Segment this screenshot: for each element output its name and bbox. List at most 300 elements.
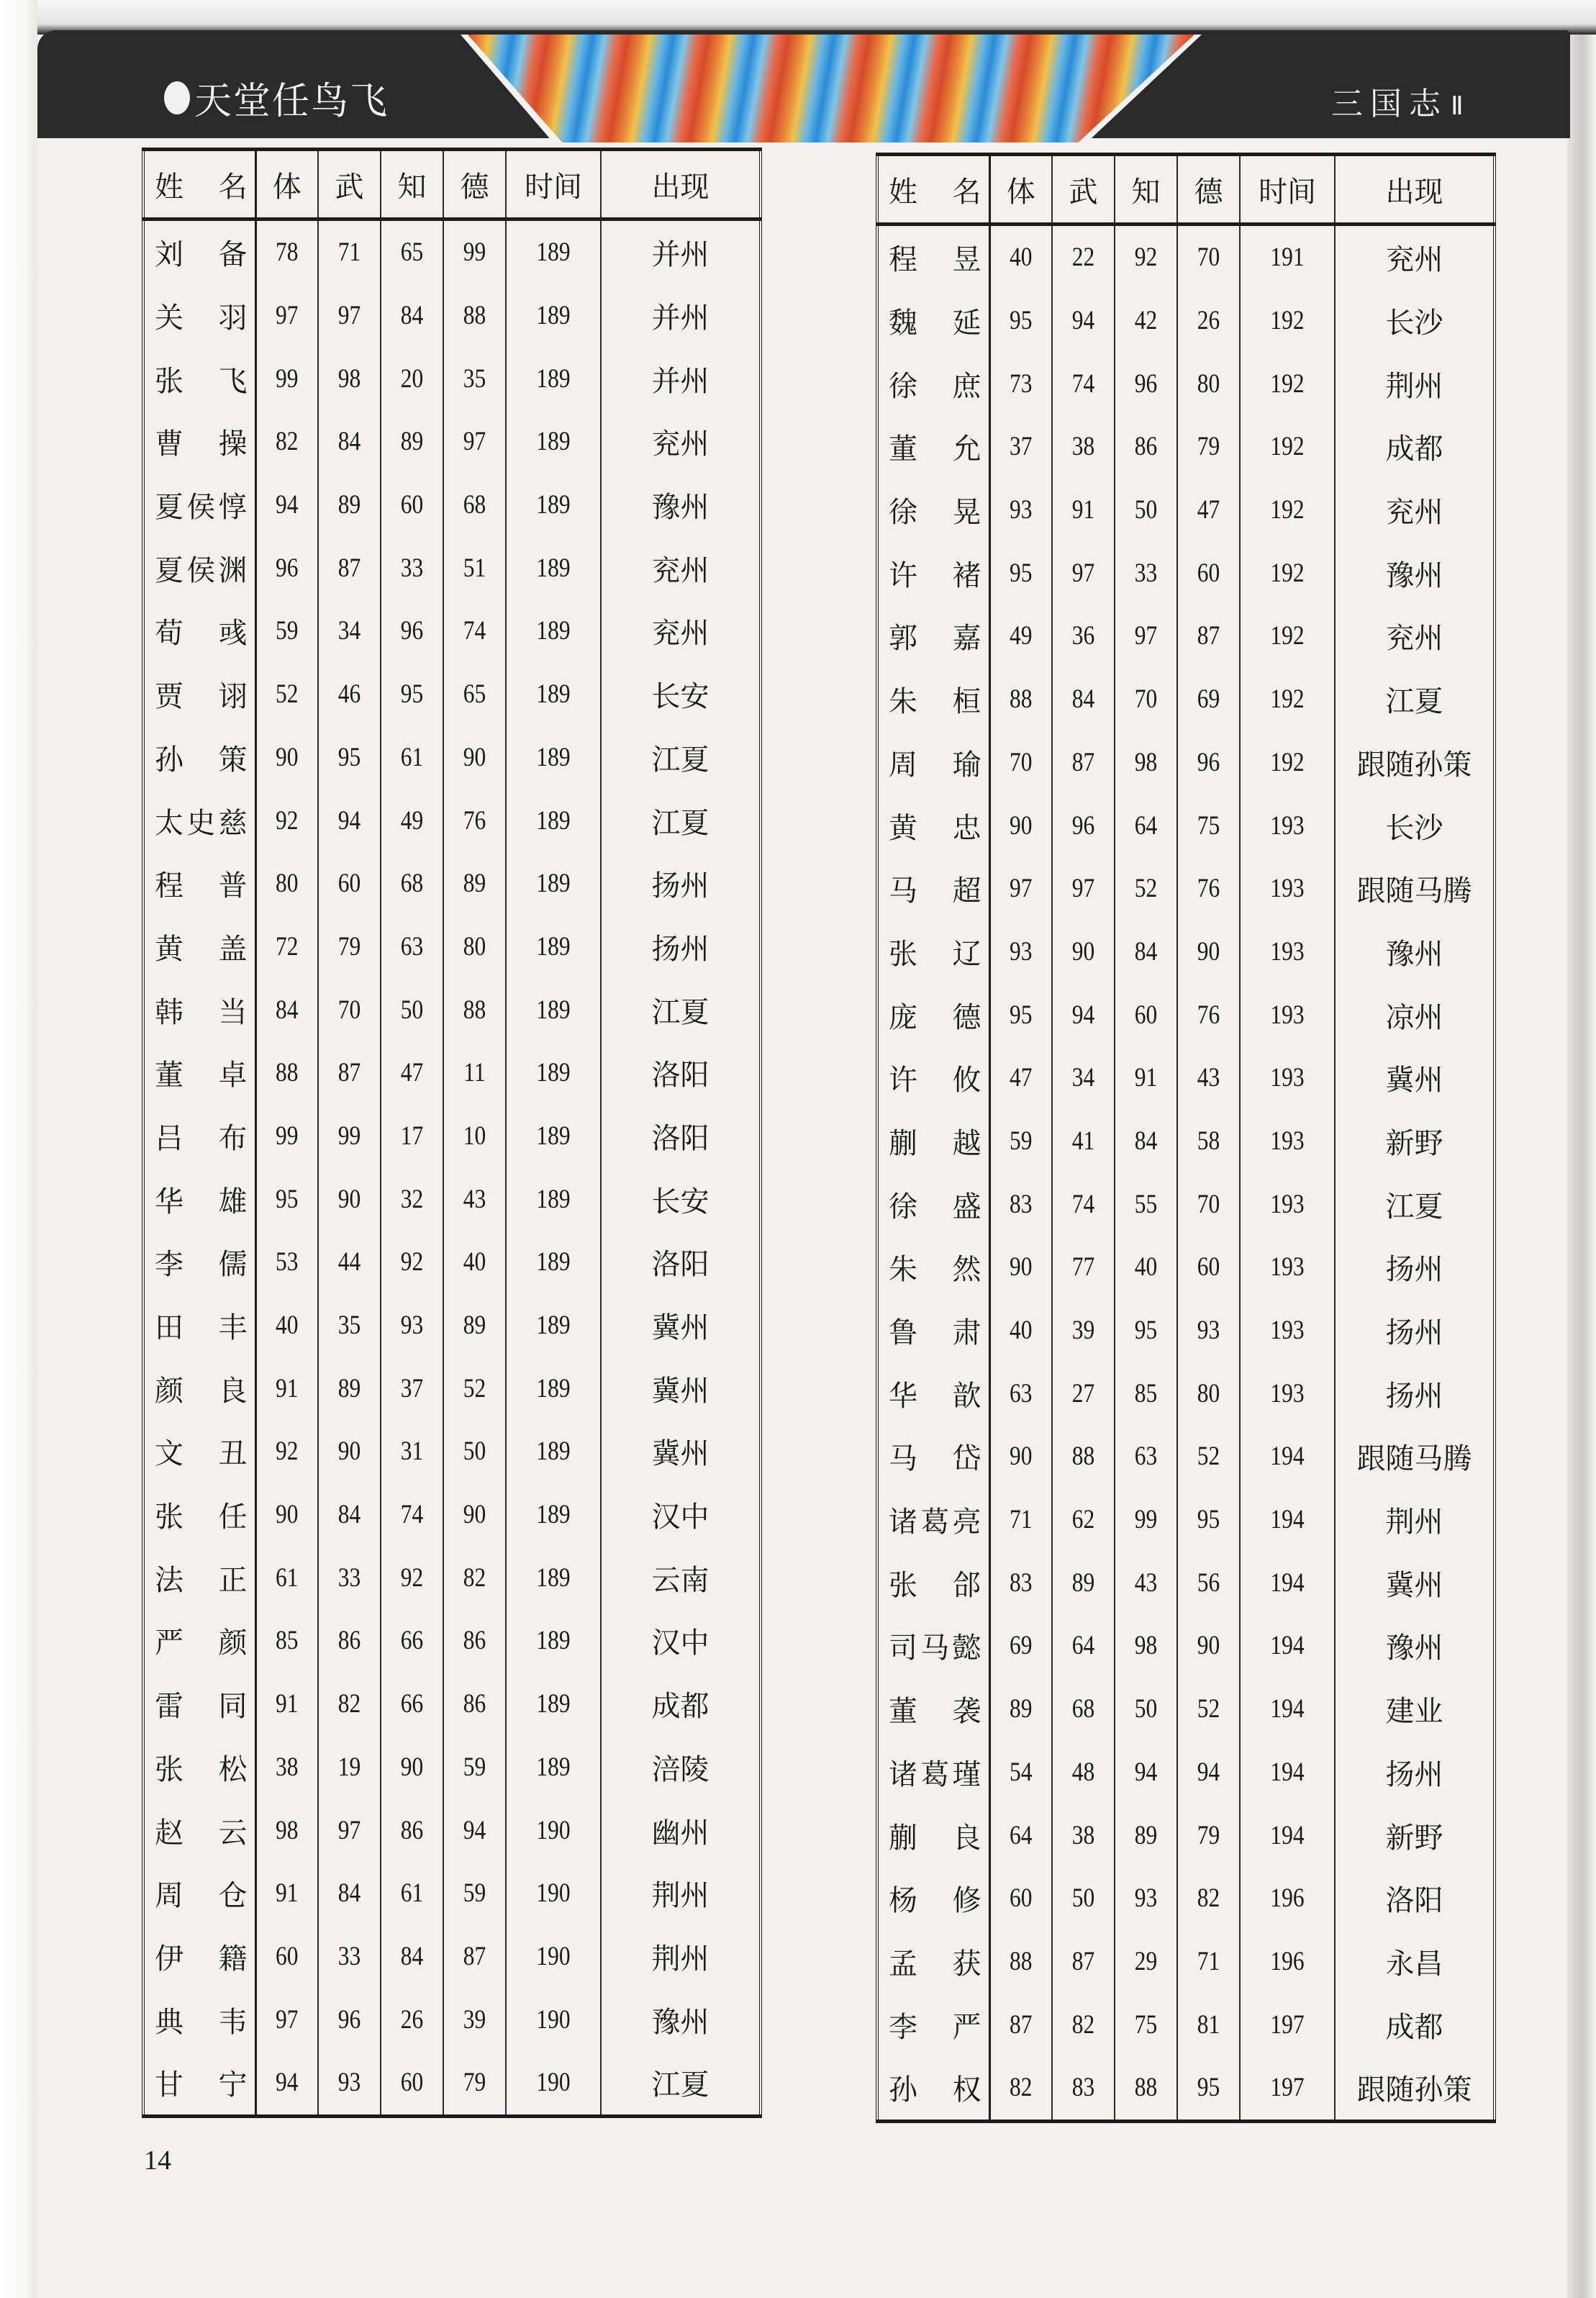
cell-time: 193 [1247,1110,1328,1173]
cell-appear: 江夏 [1335,668,1495,731]
cell-ti: 90 [994,1425,1048,1488]
cell-de: 75 [1182,794,1235,857]
col-header-ti: 体 [989,155,1052,225]
table-body-left [143,220,761,2117]
table-row [877,2056,1495,2121]
cell-name: 华 雄 [143,1167,255,1231]
cell-time: 190 [513,1799,594,1862]
cell-wu: 89 [323,1357,376,1420]
cell-de: 59 [448,1862,502,1925]
cell-appear: 云南 [601,1546,761,1609]
table-row [877,541,1495,605]
cell-de: 94 [448,1799,502,1862]
cell-appear: 并州 [601,220,761,284]
cell-wu: 84 [1057,668,1110,731]
cell-de: 43 [448,1167,502,1231]
cell-wu: 98 [323,347,376,410]
cell-wu: 44 [323,1231,376,1294]
series-title-text: 三国志 [1331,86,1448,122]
cell-wu: 84 [323,1862,376,1925]
cell-appear: 洛阳 [601,1231,761,1294]
cell-name: 韩 当 [143,978,255,1041]
cell-wu: 94 [1057,983,1110,1046]
cell-name: 朱 然 [877,1236,989,1299]
cell-time: 189 [513,1736,594,1799]
table-row [143,536,761,600]
table-row [143,1736,761,1799]
col-header-wu: 武 [318,150,381,220]
cell-time: 189 [513,852,594,915]
cell-zhi: 40 [1120,1236,1173,1299]
cell-ti: 91 [260,1862,314,1925]
cell-wu: 36 [1057,605,1110,668]
table-row [143,1673,761,1736]
cell-ti: 88 [994,1930,1048,1994]
cell-zhi: 29 [1120,1930,1173,1994]
table-row [143,1357,761,1420]
cell-wu: 33 [323,1925,376,1989]
cell-zhi: 85 [1120,1362,1173,1425]
cell-time: 189 [513,1231,594,1294]
table-row [877,1299,1495,1362]
table-row [143,852,761,915]
cell-appear: 扬州 [1335,1741,1495,1804]
cell-name: 徐 盛 [877,1172,989,1236]
table-row [143,1420,761,1483]
cell-time: 189 [513,1673,594,1736]
page-binding-edge [1567,0,1596,2298]
table-row [877,1110,1495,1173]
cell-time: 192 [1247,415,1328,479]
cell-de: 69 [1182,668,1235,731]
cell-name: 朱 桓 [877,668,989,731]
cell-time: 190 [513,2051,594,2116]
cell-appear: 兖州 [1335,225,1495,289]
cell-zhi: 42 [1120,289,1173,353]
table-row [143,1041,761,1105]
cell-name: 夏侯渊 [143,536,255,600]
cell-zhi: 20 [386,347,439,410]
cell-appear: 豫州 [601,1988,761,2051]
cell-ti: 38 [260,1736,314,1799]
cell-name: 荀 彧 [143,600,255,663]
cell-wu: 74 [1057,352,1110,415]
cell-ti: 49 [994,605,1048,668]
cell-de: 86 [448,1673,502,1736]
table-row [877,479,1495,542]
table-row [143,2051,761,2116]
cell-appear: 扬州 [1335,1362,1495,1425]
cell-zhi: 95 [386,663,439,726]
cell-ti: 73 [994,352,1048,415]
table-row [877,857,1495,920]
table-row [143,663,761,726]
cell-appear: 荆州 [1335,1488,1495,1552]
series-numeral: Ⅱ [1451,91,1464,121]
cell-zhi: 84 [386,1925,439,1989]
cell-zhi: 47 [386,1041,439,1105]
cell-appear: 成都 [1335,1993,1495,2056]
cell-appear: 兖州 [1335,605,1495,668]
table-row [877,983,1495,1046]
cell-wu: 88 [1057,1425,1110,1488]
cell-name: 鲁 肃 [877,1299,989,1362]
cell-de: 50 [448,1420,502,1483]
cell-time: 189 [513,978,594,1041]
cell-zhi: 50 [1120,479,1173,542]
cell-name: 曹 操 [143,410,255,474]
cell-time: 192 [1247,731,1328,795]
cell-name: 许 攸 [877,1046,989,1110]
cell-zhi: 93 [1120,1867,1173,1930]
cell-de: 11 [448,1041,502,1105]
table-row [877,1993,1495,2056]
cell-appear: 荆州 [601,1925,761,1989]
cell-zhi: 84 [1120,920,1173,984]
table-row [877,1046,1495,1110]
cell-ti: 90 [260,1483,314,1547]
table-row [877,1930,1495,1994]
cell-appear: 兖州 [601,410,761,474]
table-row [877,1867,1495,1930]
cell-de: 71 [1182,1930,1235,1994]
cell-time: 194 [1247,1425,1328,1488]
cell-name: 程 昱 [877,225,989,289]
table-row [877,731,1495,795]
cell-zhi: 61 [386,1862,439,1925]
cell-appear: 扬州 [1335,1236,1495,1299]
cell-ti: 83 [994,1551,1048,1614]
cell-name: 严 颜 [143,1609,255,1673]
cell-appear: 凉州 [1335,983,1495,1046]
cell-de: 90 [448,726,502,790]
cell-zhi: 50 [386,978,439,1041]
cell-time: 189 [513,600,594,663]
cell-de: 52 [1182,1678,1235,1741]
table-row [143,1167,761,1231]
cell-appear: 冀州 [601,1294,761,1357]
cell-name: 诸葛亮 [877,1488,989,1552]
cell-name: 杨 修 [877,1867,989,1930]
cell-name: 蒯 良 [877,1804,989,1867]
cell-appear: 跟随孙策 [1335,731,1495,795]
cell-wu: 99 [323,1105,376,1168]
cell-zhi: 99 [1120,1488,1173,1552]
cell-de: 60 [1182,1236,1235,1299]
cell-zhi: 37 [386,1357,439,1420]
cell-name: 张 辽 [877,920,989,984]
cell-time: 197 [1247,2056,1328,2121]
cell-de: 93 [1182,1299,1235,1362]
cell-ti: 93 [994,920,1048,984]
cell-time: 189 [513,1041,594,1105]
cell-wu: 95 [323,726,376,790]
cell-zhi: 65 [386,220,439,284]
cell-de: 47 [1182,479,1235,542]
cell-zhi: 17 [386,1105,439,1168]
cell-zhi: 64 [1120,794,1173,857]
cell-wu: 70 [323,978,376,1041]
cell-zhi: 26 [386,1988,439,2051]
cell-name: 孟 获 [877,1930,989,1994]
cell-de: 86 [448,1609,502,1673]
cell-wu: 96 [323,1988,376,2051]
cell-name: 周 瑜 [877,731,989,795]
cell-time: 189 [513,347,594,410]
cell-appear: 豫州 [1335,1614,1495,1678]
cell-ti: 47 [994,1046,1048,1110]
cell-ti: 54 [994,1741,1048,1804]
cell-time: 191 [1247,225,1328,289]
cell-de: 59 [448,1736,502,1799]
cell-name: 周 仓 [143,1862,255,1925]
col-header-name: 姓 名 [143,150,255,220]
cell-appear: 江夏 [1335,1172,1495,1236]
cell-time: 189 [513,284,594,348]
cell-ti: 89 [994,1678,1048,1741]
cell-zhi: 89 [386,410,439,474]
cell-de: 60 [1182,541,1235,605]
cell-zhi: 33 [1120,541,1173,605]
cell-zhi: 96 [1120,352,1173,415]
table-row [877,668,1495,731]
cell-time: 193 [1247,1046,1328,1110]
cell-appear: 扬州 [601,915,761,979]
cell-de: 87 [448,1925,502,1989]
cell-de: 35 [448,347,502,410]
cell-time: 189 [513,1357,594,1420]
cell-zhi: 49 [386,789,439,852]
cell-appear: 新野 [1335,1110,1495,1173]
cell-time: 192 [1247,668,1328,731]
cell-de: 26 [1182,289,1235,353]
cell-appear: 并州 [601,284,761,348]
cell-appear: 长安 [601,1167,761,1231]
cell-wu: 84 [323,1483,376,1547]
cell-ti: 70 [994,731,1048,795]
cell-de: 80 [1182,1362,1235,1425]
cell-appear: 兖州 [601,536,761,600]
cell-ti: 93 [994,479,1048,542]
cell-zhi: 68 [386,852,439,915]
cell-wu: 83 [1057,2056,1110,2121]
cell-zhi: 75 [1120,1993,1173,2056]
cell-wu: 82 [1057,1993,1110,2056]
table-body-right [877,225,1495,2122]
cell-appear: 江夏 [601,789,761,852]
page-number: 14 [144,2145,171,2176]
cell-zhi: 43 [1120,1551,1173,1614]
table-row [143,1231,761,1294]
cell-ti: 92 [260,1420,314,1483]
cell-wu: 38 [1057,1804,1110,1867]
cell-de: 82 [1182,1867,1235,1930]
cell-de: 76 [1182,857,1235,920]
cell-de: 43 [1182,1046,1235,1110]
cell-de: 68 [448,474,502,537]
cell-zhi: 98 [1120,1614,1173,1678]
cell-time: 189 [513,410,594,474]
table-row [143,1294,761,1357]
col-header-time: 时间 [1240,155,1335,225]
table-row [877,1425,1495,1488]
cell-time: 193 [1247,1236,1328,1299]
cell-zhi: 95 [1120,1299,1173,1362]
cell-de: 88 [448,284,502,348]
cell-zhi: 96 [386,600,439,663]
cell-ti: 85 [260,1609,314,1673]
cell-zhi: 92 [1120,225,1173,289]
cell-appear: 永昌 [1335,1930,1495,1994]
cell-wu: 50 [1057,1867,1110,1930]
cell-name: 伊 籍 [143,1925,255,1989]
cell-appear: 汉中 [601,1609,761,1673]
cell-appear: 江夏 [601,2051,761,2116]
cell-wu: 93 [323,2051,376,2116]
cell-name: 吕 布 [143,1105,255,1168]
cell-name: 马 岱 [877,1425,989,1488]
cell-appear: 幽州 [601,1799,761,1862]
cell-time: 192 [1247,352,1328,415]
cell-wu: 38 [1057,415,1110,479]
table-row [143,1609,761,1673]
table-row [143,220,761,284]
cell-ti: 90 [260,726,314,790]
cell-de: 40 [448,1231,502,1294]
cell-name: 关 羽 [143,284,255,348]
cell-name: 董 允 [877,415,989,479]
cell-zhi: 94 [1120,1741,1173,1804]
cell-appear: 跟随马腾 [1335,857,1495,920]
cell-de: 95 [1182,1488,1235,1552]
cell-appear: 长安 [601,663,761,726]
cell-time: 189 [513,915,594,979]
table-row [143,1799,761,1862]
cell-time: 189 [513,1546,594,1609]
cell-appear: 洛阳 [601,1105,761,1168]
cell-de: 39 [448,1988,502,2051]
cell-ti: 95 [994,541,1048,605]
cell-de: 88 [448,978,502,1041]
cell-appear: 并州 [601,347,761,410]
cell-wu: 74 [1057,1172,1110,1236]
cell-zhi: 66 [386,1673,439,1736]
brand-text: 天堂任鸟飞 [194,80,389,123]
cell-ti: 99 [260,1105,314,1168]
cell-wu: 41 [1057,1110,1110,1173]
series-title [1331,78,1464,124]
table-header-row [877,155,1495,225]
cell-time: 194 [1247,1741,1328,1804]
cell-wu: 91 [1057,479,1110,542]
cell-wu: 39 [1057,1299,1110,1362]
table-row [143,1862,761,1925]
cell-wu: 34 [1057,1046,1110,1110]
table-row [143,915,761,979]
cell-time: 190 [513,1862,594,1925]
cell-ti: 96 [260,536,314,600]
cell-zhi: 32 [386,1167,439,1231]
table-row [143,1988,761,2051]
cell-de: 52 [448,1357,502,1420]
cell-name: 程 普 [143,852,255,915]
cell-time: 189 [513,220,594,284]
cell-name: 张 松 [143,1736,255,1799]
cell-appear: 冀州 [601,1420,761,1483]
table-row [143,726,761,790]
cell-time: 196 [1247,1867,1328,1930]
table-row [877,415,1495,479]
cell-time: 189 [513,1294,594,1357]
cell-name: 田 丰 [143,1294,255,1357]
table-row [143,284,761,348]
cell-appear: 长沙 [1335,289,1495,353]
cell-appear: 成都 [601,1673,761,1736]
table-row [877,352,1495,415]
cell-time: 189 [513,726,594,790]
cell-zhi: 93 [386,1294,439,1357]
cell-appear: 豫州 [1335,541,1495,605]
table-row [143,1925,761,1989]
cell-time: 193 [1247,1362,1328,1425]
banner-top-edge [37,0,1596,35]
cell-ti: 60 [994,1867,1048,1930]
col-header-ti: 体 [255,150,318,220]
cell-wu: 79 [323,915,376,979]
table-row [143,410,761,474]
cell-wu: 96 [1057,794,1110,857]
cell-time: 193 [1247,857,1328,920]
cell-zhi: 86 [1120,415,1173,479]
cell-wu: 86 [323,1609,376,1673]
cell-ti: 95 [994,289,1048,353]
cell-wu: 82 [323,1673,376,1736]
cell-ti: 82 [260,410,314,474]
cell-de: 90 [1182,1614,1235,1678]
cell-ti: 82 [994,2056,1048,2121]
cell-appear: 兖州 [601,600,761,663]
cell-appear: 洛阳 [601,1041,761,1105]
cell-zhi: 86 [386,1799,439,1862]
cell-ti: 87 [994,1993,1048,2056]
cell-wu: 62 [1057,1488,1110,1552]
cell-wu: 27 [1057,1362,1110,1425]
cell-zhi: 60 [1120,983,1173,1046]
cell-time: 189 [513,1483,594,1547]
col-header-appear: 出现 [601,150,761,220]
cell-wu: 84 [323,410,376,474]
col-header-de: 德 [1177,155,1240,225]
cell-zhi: 88 [1120,2056,1173,2121]
table-row [143,789,761,852]
cell-zhi: 90 [386,1736,439,1799]
col-header-time: 时间 [506,150,601,220]
cell-wu: 87 [1057,731,1110,795]
cell-ti: 37 [994,415,1048,479]
cell-wu: 87 [323,536,376,600]
table-row [143,1483,761,1547]
cell-de: 79 [448,2051,502,2116]
cell-appear: 扬州 [601,852,761,915]
cell-wu: 22 [1057,225,1110,289]
cell-de: 79 [1182,415,1235,479]
cell-name: 张 飞 [143,347,255,410]
character-stats-table-right [876,153,1496,2123]
cell-zhi: 50 [1120,1678,1173,1741]
cell-ti: 99 [260,347,314,410]
cell-ti: 95 [994,983,1048,1046]
cell-name: 孙 权 [877,2056,989,2121]
